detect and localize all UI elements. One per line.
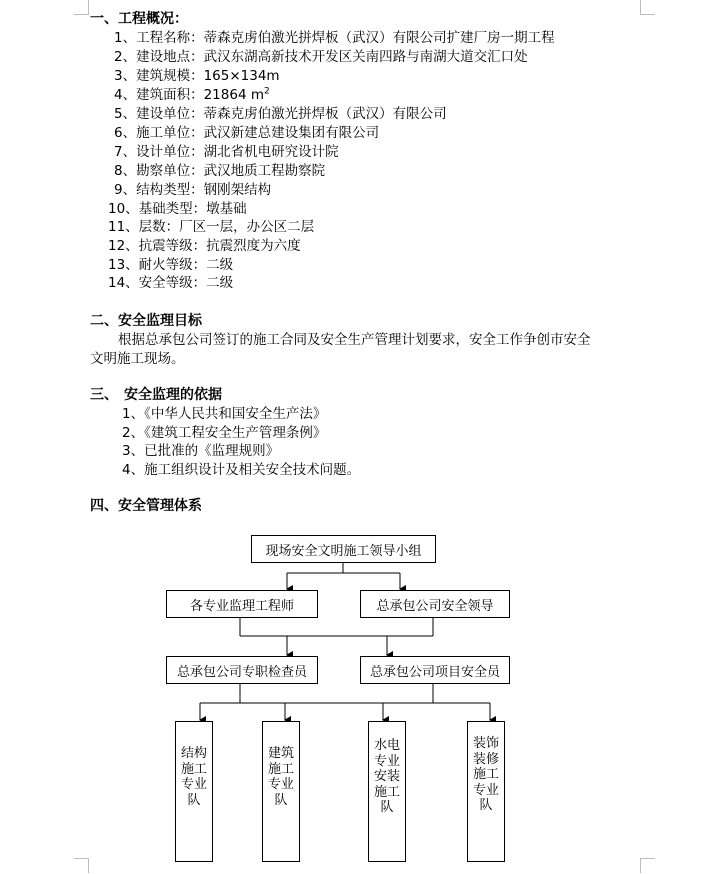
overview-item: 12、抗震等级：抗震烈度为六度: [108, 238, 301, 254]
overview-item: 8、勘察单位：武汉地质工程勘察院: [114, 163, 326, 179]
org-box-building-team: 建筑施工专业队: [262, 721, 300, 862]
area-superscript: 2: [263, 86, 270, 97]
overview-item: 7、设计单位：湖北省机电研究设计院: [114, 144, 339, 160]
goal-heading: 二、安全监理目标: [90, 313, 202, 329]
overview-item: 11、层数：厂区一层，办公区二层: [108, 219, 315, 235]
basis-item: 3、已批准的《监理规则》: [122, 443, 280, 459]
org-box-mep-team: 水电专业安装施工队: [368, 721, 406, 862]
org-box-leadership-group: 现场安全文明施工领导小组: [251, 535, 436, 563]
overview-item: 6、施工单位：武汉新建总建设集团有限公司: [114, 125, 380, 141]
basis-item: 4、施工组织设计及相关安全技术问题。: [122, 462, 361, 478]
basis-item: 2、《建筑工程安全生产管理条例》: [122, 425, 327, 441]
overview-item: 2、建设地点：武汉东湖高新技术开发区关南四路与南湖大道交汇口处: [114, 49, 528, 65]
goal-paragraph-line: 文明施工现场。: [90, 351, 185, 367]
overview-item: 1、工程名称：蒂森克虏伯激光拼焊板（武汉）有限公司扩建厂房一期工程: [114, 30, 555, 46]
overview-item: 3、建筑规模：165×134m: [114, 68, 280, 84]
org-box-supervisors: 各专业监理工程师: [166, 590, 318, 618]
goal-paragraph-line: 根据总承包公司签订的施工合同及安全生产管理计划要求，安全工作争创市安全: [118, 332, 591, 348]
overview-item: 4、建筑面积：21864 m: [114, 87, 264, 103]
overview-item: 14、安全等级：二级: [108, 275, 234, 291]
basis-heading-number: 三、: [90, 387, 118, 403]
basis-heading: 安全监理的依据: [124, 387, 222, 403]
overview-item: 5、建设单位：蒂森克虏伯激光拼焊板（武汉）有限公司: [114, 106, 447, 122]
org-box-safety-officer: 总承包公司项目安全员: [360, 656, 510, 684]
overview-item: 9、结构类型：钢刚架结构: [114, 182, 272, 198]
org-box-decoration-team: 装饰装修施工专业队: [467, 721, 505, 862]
system-heading: 四、安全管理体系: [90, 498, 202, 514]
overview-item: 10、基础类型：墩基础: [108, 201, 247, 217]
org-box-structure-team: 结构施工专业队: [175, 721, 213, 862]
org-box-contractor-safety-lead: 总承包公司安全领导: [360, 590, 510, 618]
overview-heading: 一、工程概况：: [90, 11, 188, 27]
org-box-inspector: 总承包公司专职检查员: [166, 656, 318, 684]
overview-item: 13、耐火等级：二级: [108, 257, 234, 273]
basis-item: 1、《中华人民共和国安全生产法》: [122, 406, 327, 422]
